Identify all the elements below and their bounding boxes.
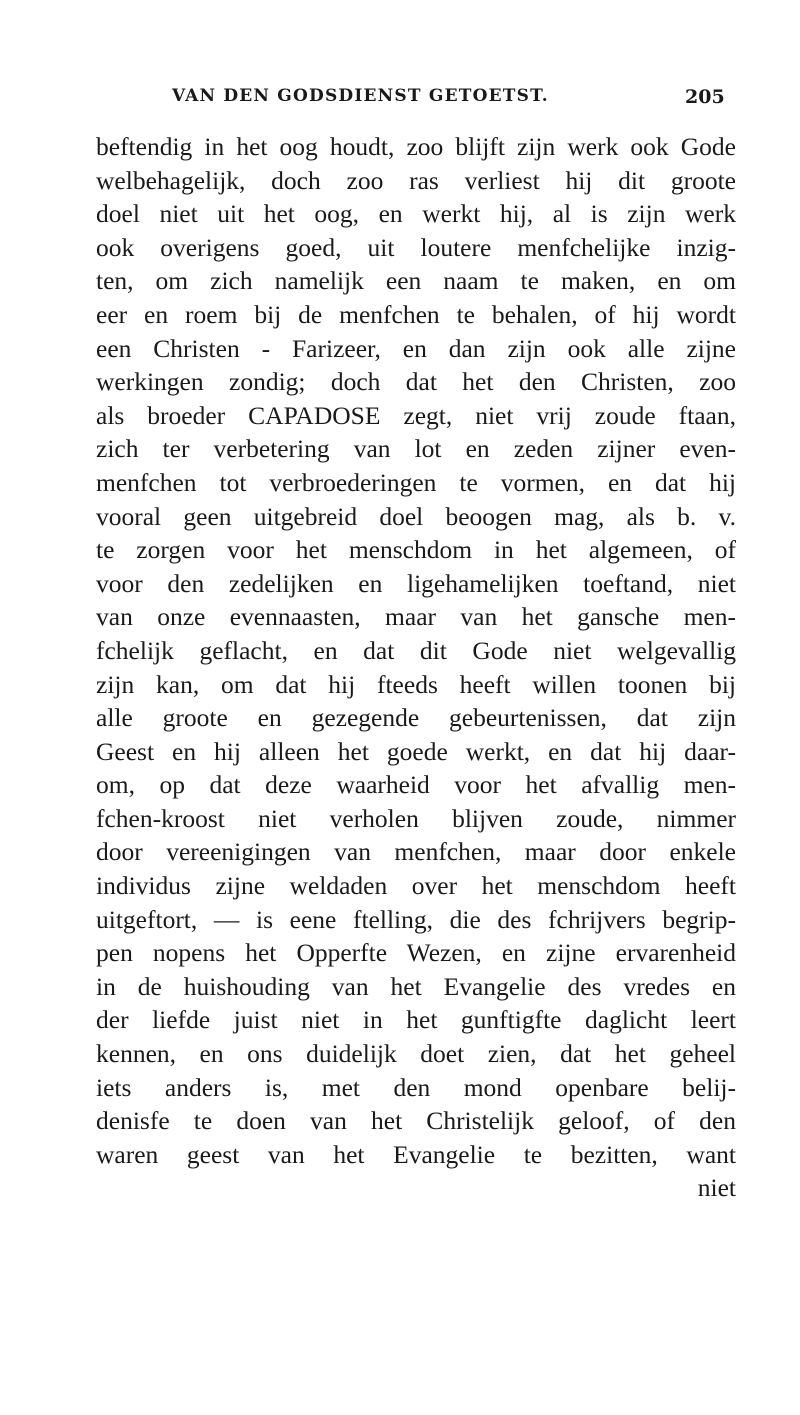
text-line: uitgeftort, — is eene ftelling, die des fchrijvers begrip- bbox=[96, 904, 736, 934]
page-number: 205 bbox=[685, 86, 725, 108]
text-line: zijn kan, om dat hij fteeds heeft willen toonen bij bbox=[96, 669, 736, 699]
text-line: welbehagelijk, doch zoo ras verliest hij dit groote bbox=[96, 165, 736, 195]
text-line: individus zijne weldaden over het menschdom heeft bbox=[96, 871, 736, 901]
text-line: fchelijk geflacht, en dat dit Gode niet welgevallig bbox=[96, 635, 736, 665]
text-line: iets anders is, met den mond openbare belij- bbox=[96, 1072, 736, 1102]
text-line: voor den zedelijken en ligehamelijken toeftand, niet bbox=[96, 568, 736, 598]
text-line: alle groote en gezegende gebeurtenissen, dat zijn bbox=[96, 703, 736, 733]
text-line: der liefde juist niet in het gunftigfte daglicht leert bbox=[96, 1005, 736, 1035]
text-line: vooral geen uitgebreid doel beoogen mag, als b. v. bbox=[96, 501, 736, 531]
text-line: een Christen - Farizeer, en dan zijn ook alle zijne bbox=[96, 333, 736, 363]
catchword: niet bbox=[697, 1173, 736, 1203]
text-line: ten, om zich namelijk een naam te maken, en om bbox=[96, 266, 736, 296]
text-line: waren geest van het Evangelie te bezitten, want bbox=[96, 1139, 736, 1169]
text-line: in de huishouding van het Evangelie des vredes en bbox=[96, 971, 736, 1001]
text-line: van onze evennaasten, maar van het gansche men- bbox=[96, 602, 736, 632]
text-line: pen nopens het Opperfte Wezen, en zijne ervarenheid bbox=[96, 938, 736, 968]
text-line: menfchen tot verbroederingen te vormen, en dat hij bbox=[96, 467, 736, 497]
running-head-title: VAN DEN GODSDIENST GETOETST. bbox=[172, 86, 549, 106]
text-line: beftendig in het oog houdt, zoo blijft zijn werk ook Gode bbox=[96, 132, 736, 161]
text-line: kennen, en ons duidelijk doet zien, dat het geheel bbox=[96, 1039, 736, 1069]
text-line: eer en roem bij de menfchen te behalen, of hij wordt bbox=[96, 299, 736, 329]
text-line: zich ter verbetering van lot en zeden zijner even- bbox=[96, 434, 736, 464]
text-line: te zorgen voor het menschdom in het algemeen, of bbox=[96, 535, 736, 565]
text-line: Geest en hij alleen het goede werkt, en dat hij daar- bbox=[96, 736, 736, 766]
text-line: door vereenigingen van menfchen, maar door enkele bbox=[96, 837, 736, 867]
text-line: fchen-kroost niet verholen blijven zoude, nimmer bbox=[96, 803, 736, 833]
body-text bbox=[96, 130, 736, 1205]
text-line: ook overigens goed, uit loutere menfchelijke inzig- bbox=[96, 232, 736, 262]
text-line: denisfe te doen van het Christelijk geloof, of den bbox=[96, 1106, 736, 1136]
text-line: om, op dat deze waarheid voor het afvallig men- bbox=[96, 770, 736, 800]
text-line: doel niet uit het oog, en werkt hij, al is zijn werk bbox=[96, 199, 736, 229]
text-line: als broeder CAPADOSE zegt, niet vrij zoude ftaan, bbox=[96, 400, 736, 430]
text-line: werkingen zondig; doch dat het den Christen, zoo bbox=[96, 367, 736, 397]
